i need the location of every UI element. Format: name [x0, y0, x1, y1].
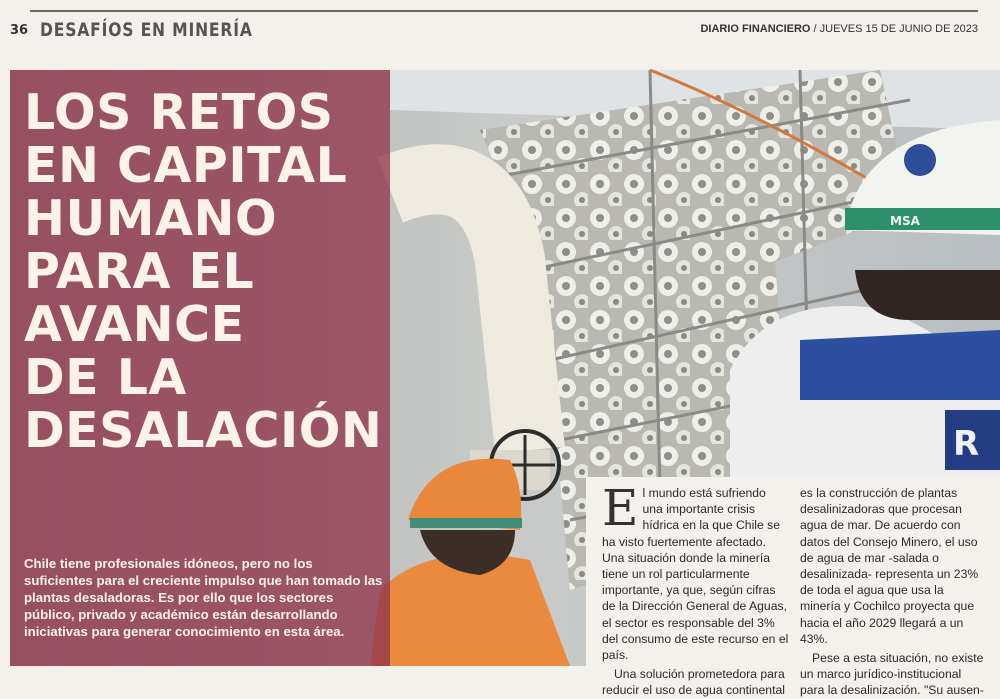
paragraph-text: l mundo está sufriendo una importante crisis hídrica en la que Chile se ha visto fuertemente afectado. Una situación donde la minería tiene un rol particularmente importante, ya que, según cifras de la Dirección General de Aguas, el sector es responsable del 3% del consumo de este recurso en el país. [602, 486, 789, 663]
vest-letter: R [953, 424, 980, 464]
article-column-1 [602, 479, 789, 699]
headline-line: DESALACIÓN [24, 402, 383, 459]
headline-line: DE LA [24, 349, 187, 406]
section-title: DESAFÍOS EN MINERÍA [40, 19, 253, 41]
page-number: 36 [10, 23, 29, 38]
headline-line: EN CAPITAL [24, 137, 348, 194]
article-paragraph: Pese a esta situación, no existe un marco jurídico-institucional para la desalinización. "Su ausen- [800, 651, 984, 698]
article-body [586, 477, 1000, 698]
publication-name: DIARIO FINANCIERO [700, 23, 811, 35]
publication-date: / JUEVES 15 DE JUNIO DE 2023 [810, 23, 978, 35]
drop-cap: E [602, 479, 639, 537]
deck-summary: Chile tiene profesionales idóneos, pero no los suficientes para el creciente impulso que han tomado las plantas desaladoras. Es por ello que los sectores público, privado y académico están desarrollando iniciativas para generar conocimiento en esta área. [24, 556, 383, 639]
headline-line: LOS RETOS [24, 84, 334, 141]
helmet-brand: MSA [890, 214, 920, 228]
headline-line: PARA EL [24, 243, 255, 300]
publication-line [700, 23, 978, 35]
headline [24, 86, 384, 457]
article-paragraph: es la construcción de plantas desalinizadoras que procesan agua de mar. De acuerdo con datos del Consejo Minero, el uso de agua de mar -salada o desalinizada- representa un 23% de toda el agua que usa la minería y Cochilco proyecta que hacia el año 2029 llegará a un 43%. [800, 486, 979, 646]
article-paragraph [602, 479, 789, 663]
headline-line: AVANCE [24, 296, 245, 353]
article-paragraph: Una solución prometedora para reducir el uso de agua continental [602, 667, 785, 698]
page-header [0, 0, 1000, 56]
header-rule [30, 10, 978, 12]
headline-line: HUMANO [24, 190, 278, 247]
article-column-2 [800, 485, 987, 699]
